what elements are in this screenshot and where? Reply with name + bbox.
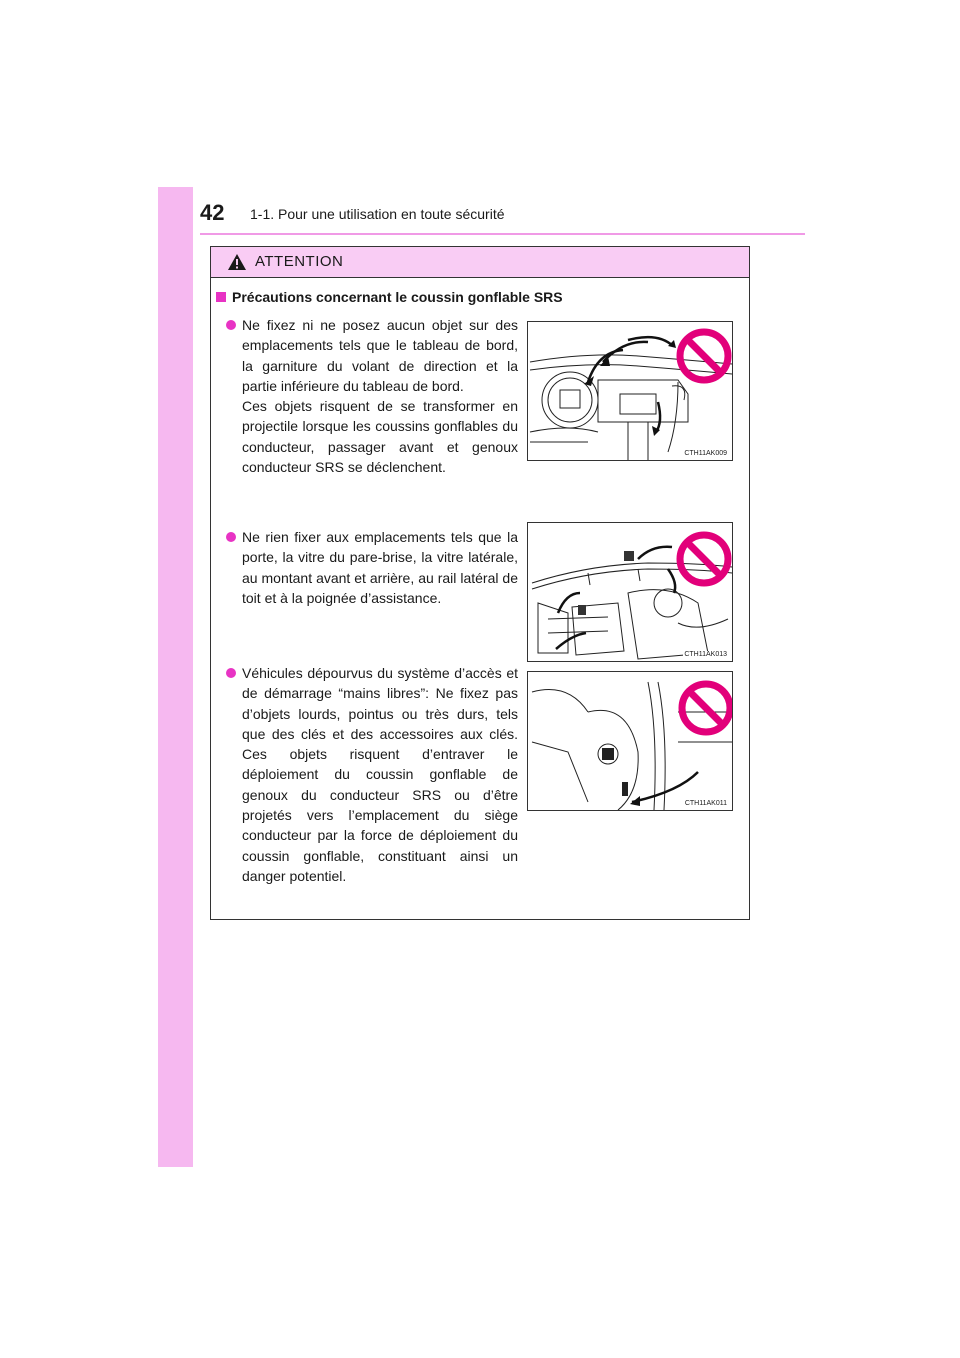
- warning-title: ATTENTION: [255, 253, 344, 270]
- paragraph: Véhicules dépourvus du système d’accès et de démarrage “mains libres”: Ne fixez pas d’objets lourds, pointus ou très durs, tels que des clés et des accessoires aux clés. Ces objets risquent d’entraver le déploiement du coussin gonflable de genoux du conducteur SRS ou d’être projetés vers l’emplacement du siège conducteur par la force de déploiement du coussin gonflable, constituant ainsi un danger potentiel.: [242, 665, 518, 884]
- bullet-icon: [226, 532, 236, 542]
- paragraph: Ces objets risquent de se transformer en projectile lorsque les coussins gonflables du conducteur, passager avant et genoux conducteur SRS se déclenchent.: [242, 398, 518, 476]
- list-item: [226, 663, 518, 886]
- chapter-side-tab: [158, 187, 193, 1167]
- cabin-illustration: [528, 523, 733, 662]
- prohibition-sign-icon: [682, 684, 730, 732]
- prohibition-sign-icon: [680, 535, 728, 583]
- square-bullet-icon: [216, 292, 226, 302]
- dashboard-illustration: [528, 322, 733, 461]
- paragraph: Ne fixez ni ne posez aucun objet sur des emplacements tels que le tableau de bord, la garniture du volant de direction et la partie inférieure du tableau de bord.: [242, 317, 518, 394]
- warning-box: [210, 246, 750, 920]
- figure-key-ignition: [527, 671, 733, 811]
- list-item: [226, 527, 518, 608]
- bullet-icon: [226, 320, 236, 330]
- page-header: [200, 200, 805, 234]
- header-divider: [200, 233, 805, 235]
- warning-subheading: Précautions concernant le coussin gonflable SRS: [216, 289, 563, 305]
- prohibition-sign-icon: [680, 332, 728, 380]
- page-number: 42: [200, 200, 225, 225]
- figure-dashboard: [527, 321, 733, 461]
- paragraph: Ne rien fixer aux emplacements tels que la porte, la vitre du pare-brise, la vitre latérale, au montant avant et arrière, au rail latéral de toit et à la poignée d’assistance.: [242, 529, 518, 606]
- ignition-illustration: [528, 672, 733, 811]
- warning-triangle-icon: [227, 253, 247, 271]
- section-title: 1-1. Pour une utilisation en toute sécurité: [250, 206, 505, 222]
- figure-door-roof: [527, 522, 733, 662]
- figure-label: CTH11AK009: [684, 450, 727, 457]
- figure-label: CTH11AK013: [684, 651, 727, 658]
- warning-header: [211, 247, 749, 278]
- list-item: [226, 315, 518, 477]
- figure-label: CTH11AK011: [684, 800, 727, 807]
- bullet-icon: [226, 668, 236, 678]
